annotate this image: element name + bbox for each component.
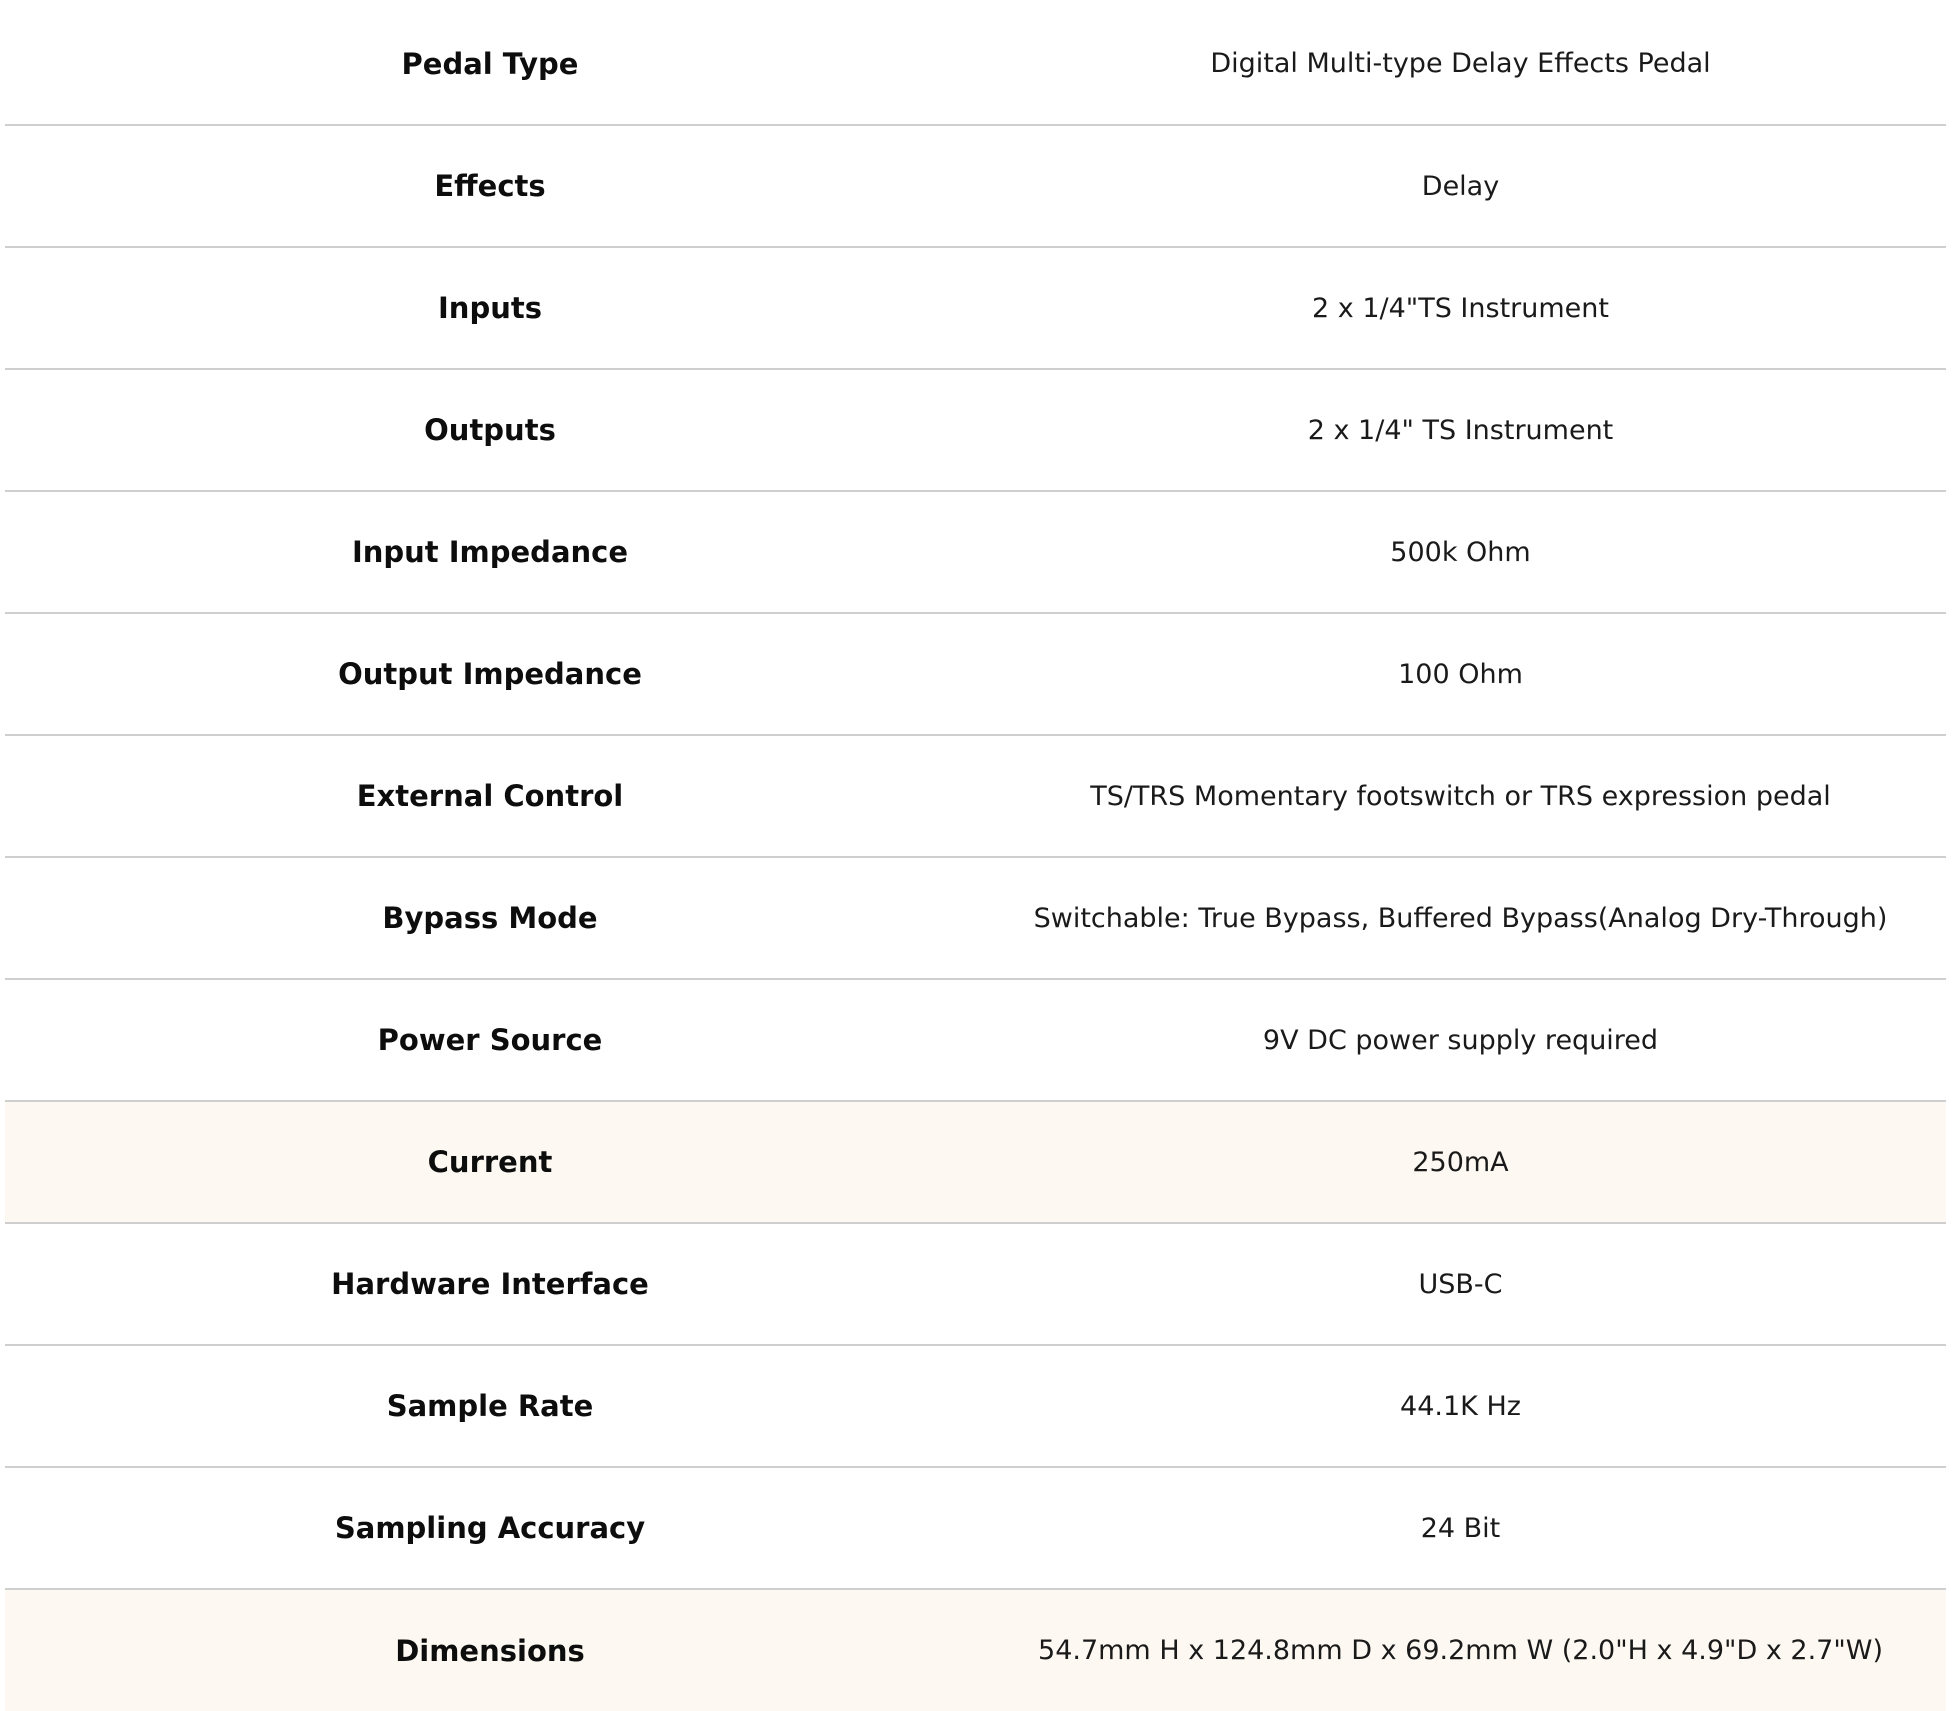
spec-label: Current [5,1101,975,1223]
spec-row-current [5,1101,1946,1223]
spec-value: 54.7mm H x 124.8mm D x 69.2mm W (2.0"H x 4.9"D x 2.7"W) [1038,1635,1883,1666]
spec-label: Input Impedance [5,491,975,613]
spec-value: Delay [975,125,1946,247]
spec-row-inputs [5,247,1946,369]
spec-row-power-source [5,979,1946,1101]
spec-label: Output Impedance [5,613,975,735]
spec-row-outputs [5,369,1946,491]
spec-label: Bypass Mode [5,857,975,979]
spec-row-sample-rate [5,1345,1946,1467]
spec-label: Outputs [5,369,975,491]
spec-row-dimensions [5,1589,1946,1711]
spec-label: Effects [5,125,975,247]
spec-row-bypass-mode [5,857,1946,979]
spec-value: TS/TRS Momentary footswitch or TRS expression pedal [975,735,1946,857]
spec-label: External Control [5,735,975,857]
spec-value: USB-C [975,1223,1946,1345]
spec-label: Pedal Type [5,3,975,125]
spec-value: 100 Ohm [975,613,1946,735]
spec-table [5,3,1946,1711]
spec-label: Power Source [5,979,975,1101]
spec-value: 2 x 1/4" TS Instrument [975,369,1946,491]
spec-value: 9V DC power supply required [975,979,1946,1101]
spec-value: 24 Bit [975,1467,1946,1589]
spec-value: Switchable: True Bypass, Buffered Bypass(Analog Dry-Through) [975,857,1946,979]
spec-row-external-control [5,735,1946,857]
spec-label: Sample Rate [5,1345,975,1467]
spec-row-input-impedance [5,491,1946,613]
spec-row-pedal-type [5,3,1946,125]
spec-row-effects [5,125,1946,247]
spec-label: Hardware Interface [5,1223,975,1345]
spec-value: 500k Ohm [975,491,1946,613]
spec-row-hardware-interface [5,1223,1946,1345]
spec-value: 2 x 1/4"TS Instrument [975,247,1946,369]
spec-label: Inputs [5,247,975,369]
spec-row-sampling-accuracy [5,1467,1946,1589]
spec-row-output-impedance [5,613,1946,735]
spec-table-body [5,3,1946,1711]
spec-value: Digital Multi-type Delay Effects Pedal [975,3,1946,125]
spec-value: 44.1K Hz [975,1345,1946,1467]
spec-label: Dimensions [395,1633,585,1668]
spec-label: Sampling Accuracy [5,1467,975,1589]
spec-value: 250mA [975,1101,1946,1223]
